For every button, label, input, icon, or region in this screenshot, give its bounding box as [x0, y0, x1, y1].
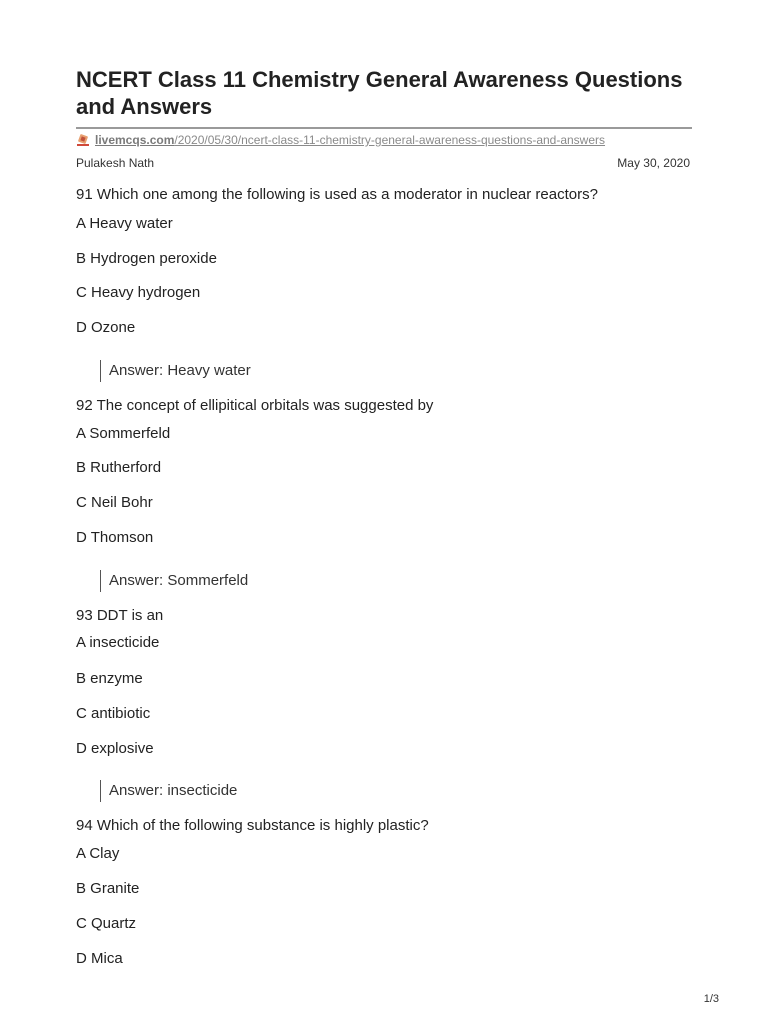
title-divider — [76, 127, 692, 129]
question-text: 94 Which of the following substance is highly plastic? — [76, 817, 429, 834]
option-d: D Thomson — [76, 529, 154, 546]
option-b: B Rutherford — [76, 459, 162, 476]
author-name: Pulakesh Nath — [76, 156, 155, 170]
answer-quote: Answer: insecticide — [100, 780, 237, 802]
option-c: C Neil Bohr — [76, 494, 153, 511]
option-a: A Sommerfeld — [76, 425, 171, 442]
option-a: A Heavy water — [76, 215, 173, 232]
option-b: B enzyme — [76, 670, 143, 687]
option-c: C antibiotic — [76, 705, 151, 722]
question-text: 92 The concept of ellipitical orbitals was suggested by — [76, 397, 434, 414]
option-c: C Heavy hydrogen — [76, 284, 201, 301]
option-d: D explosive — [76, 740, 154, 757]
option-b: B Hydrogen peroxide — [76, 250, 217, 267]
publish-date: May 30, 2020 — [617, 156, 690, 170]
source-link[interactable] — [76, 132, 605, 148]
option-d: D Mica — [76, 950, 123, 967]
option-a: A insecticide — [76, 634, 160, 651]
page-title: NCERT Class 11 Chemistry General Awareness Questions and Answers — [76, 67, 683, 119]
page-number: 1/3 — [703, 993, 719, 1005]
question-text: 93 DDT is an — [76, 607, 164, 624]
document-page — [76, 0, 692, 1024]
option-d: D Ozone — [76, 319, 136, 336]
option-c: C Quartz — [76, 915, 137, 932]
option-b: B Granite — [76, 880, 140, 897]
source-path[interactable]: /2020/05/30/ncert-class-11-chemistry-general-awareness-questions-and-answers — [174, 133, 606, 147]
site-favicon-icon — [76, 133, 90, 147]
answer-quote: Answer: Sommerfeld — [100, 570, 248, 592]
option-a: A Clay — [76, 845, 120, 862]
answer-quote: Answer: Heavy water — [100, 360, 251, 382]
question-text: 91 Which one among the following is used as a moderator in nuclear reactors? — [76, 186, 598, 203]
source-domain[interactable]: livemcqs.com — [95, 133, 175, 147]
